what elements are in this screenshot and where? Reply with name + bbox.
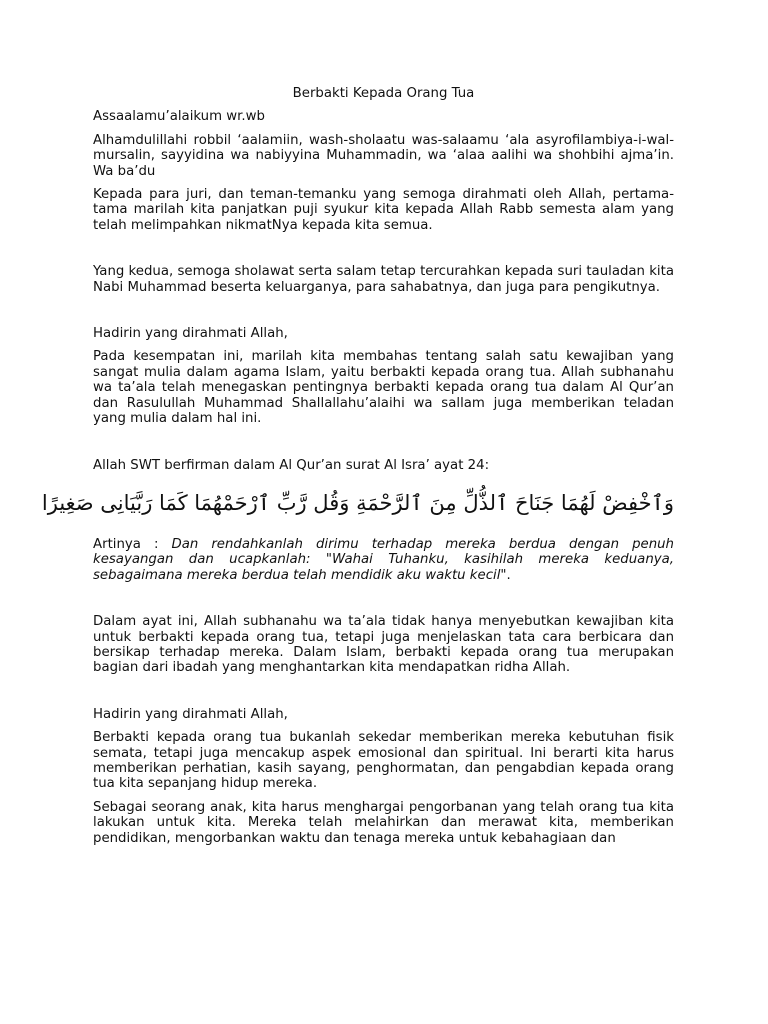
greeting: Assaalamu’alaikum wr.wb [93,109,265,125]
address-heading-2: Hadirin yang dirahmati Allah, [93,706,288,722]
verse-intro: Allah SWT berfirman dalam Al Qur’an surat Al Isra’ ayat 24: [93,457,490,473]
meaning-text: Dan rendahkanlah dirimu terhadap mereka berdua dengan penuh kesayangan dan ucapkanlah: "Wahai Tuhanku, kasihilah mereka keduanya, sebagaimana mereka berdua telah mendidik aku waktu kecil [93,536,674,583]
explanation-paragraph: Dalam ayat ini, Allah subhanahu wa ta’ala tidak hanya menyebutkan kewajiban kita untuk berbakti kepada orang tua, tetapi juga menjelaskan tata cara berbicara dan bersikap terhadap mereka. Dalam Islam, berbakti kepada orang tua merupakan bagian dari ibadah yang menghantarkan kita mendapatkan ridha Allah. [93,614,674,676]
meaning-end: ". [500,567,511,583]
topic-paragraph: Pada kesempatan ini, marilah kita membahas tentang salah satu kewajiban yang sangat mulia dalam agama Islam, yaitu berbakti kepada orang tua. Allah subhanahu wa ta’ala telah menegaskan pentingnya berbakti kepada orang tua dalam Al Qur’an dan Rasulullah Muhammad Shallallahu’alaihi wa sallam juga memberikan teladan yang mulia dalam hal ini. [93,349,674,427]
address-heading-1: Hadirin yang dirahmati Allah, [93,326,288,342]
sholawat-paragraph: Yang kedua, semoga sholawat serta salam tetap tercurahkan kepada suri tauladan kita Nabi Muhammad beserta keluarganya, para sahabatnya, dan juga para pengikutnya. [93,264,674,295]
document-page [41,86,674,854]
opening-paragraph: Alhamdulillahi robbil ‘aalamiin, wash-sholaatu was-salaamu ‘ala asyrofilambiya-i-wal-mursalin, sayyidina wa nabiyyina Muhammadin, wa ‘alaa aalihi wa shohbihi ajma’in. Wa ba’du [93,132,674,179]
meaning-label: Artinya : [93,536,172,552]
thanks-paragraph: Kepada para juri, dan teman-temanku yang semoga dirahmati oleh Allah, pertama-tama marilah kita panjatkan puji syukur kita kepada Allah Rabb semesta alam yang telah melimpahkan nikmatNya kepada kita semua. [93,187,674,233]
sacrifice-paragraph: Sebagai seorang anak, kita harus menghargai pengorbanan yang telah orang tua kita lakukan untuk kita. Mereka telah melahirkan dan merawat kita, memberikan pendidikan, mengorbankan waktu dan tenaga mereka untuk kebahagiaan dan [93,799,674,846]
arabic-verse: وَٱخْفِضْ لَهُمَا جَنَاحَ ٱلذُّلِّ مِنَ ٱلرَّحْمَةِ وَقُل رَّبِّ ٱرْحَمْهُمَا كَمَا رَبَّيَانِى صَغِيرًا [41,490,674,515]
verse-meaning [93,537,674,583]
document-title: Berbakti Kepada Orang Tua [292,86,475,101]
aspects-paragraph: Berbakti kepada orang tua bukanlah sekedar memberikan mereka kebutuhan fisik semata, tetapi juga mencakup aspek emosional dan spiritual. Ini berarti kita harus memberikan perhatian, kasih sayang, penghormatan, dan pengabdian kepada orang tua kita sepanjang hidup mereka. [93,730,674,792]
